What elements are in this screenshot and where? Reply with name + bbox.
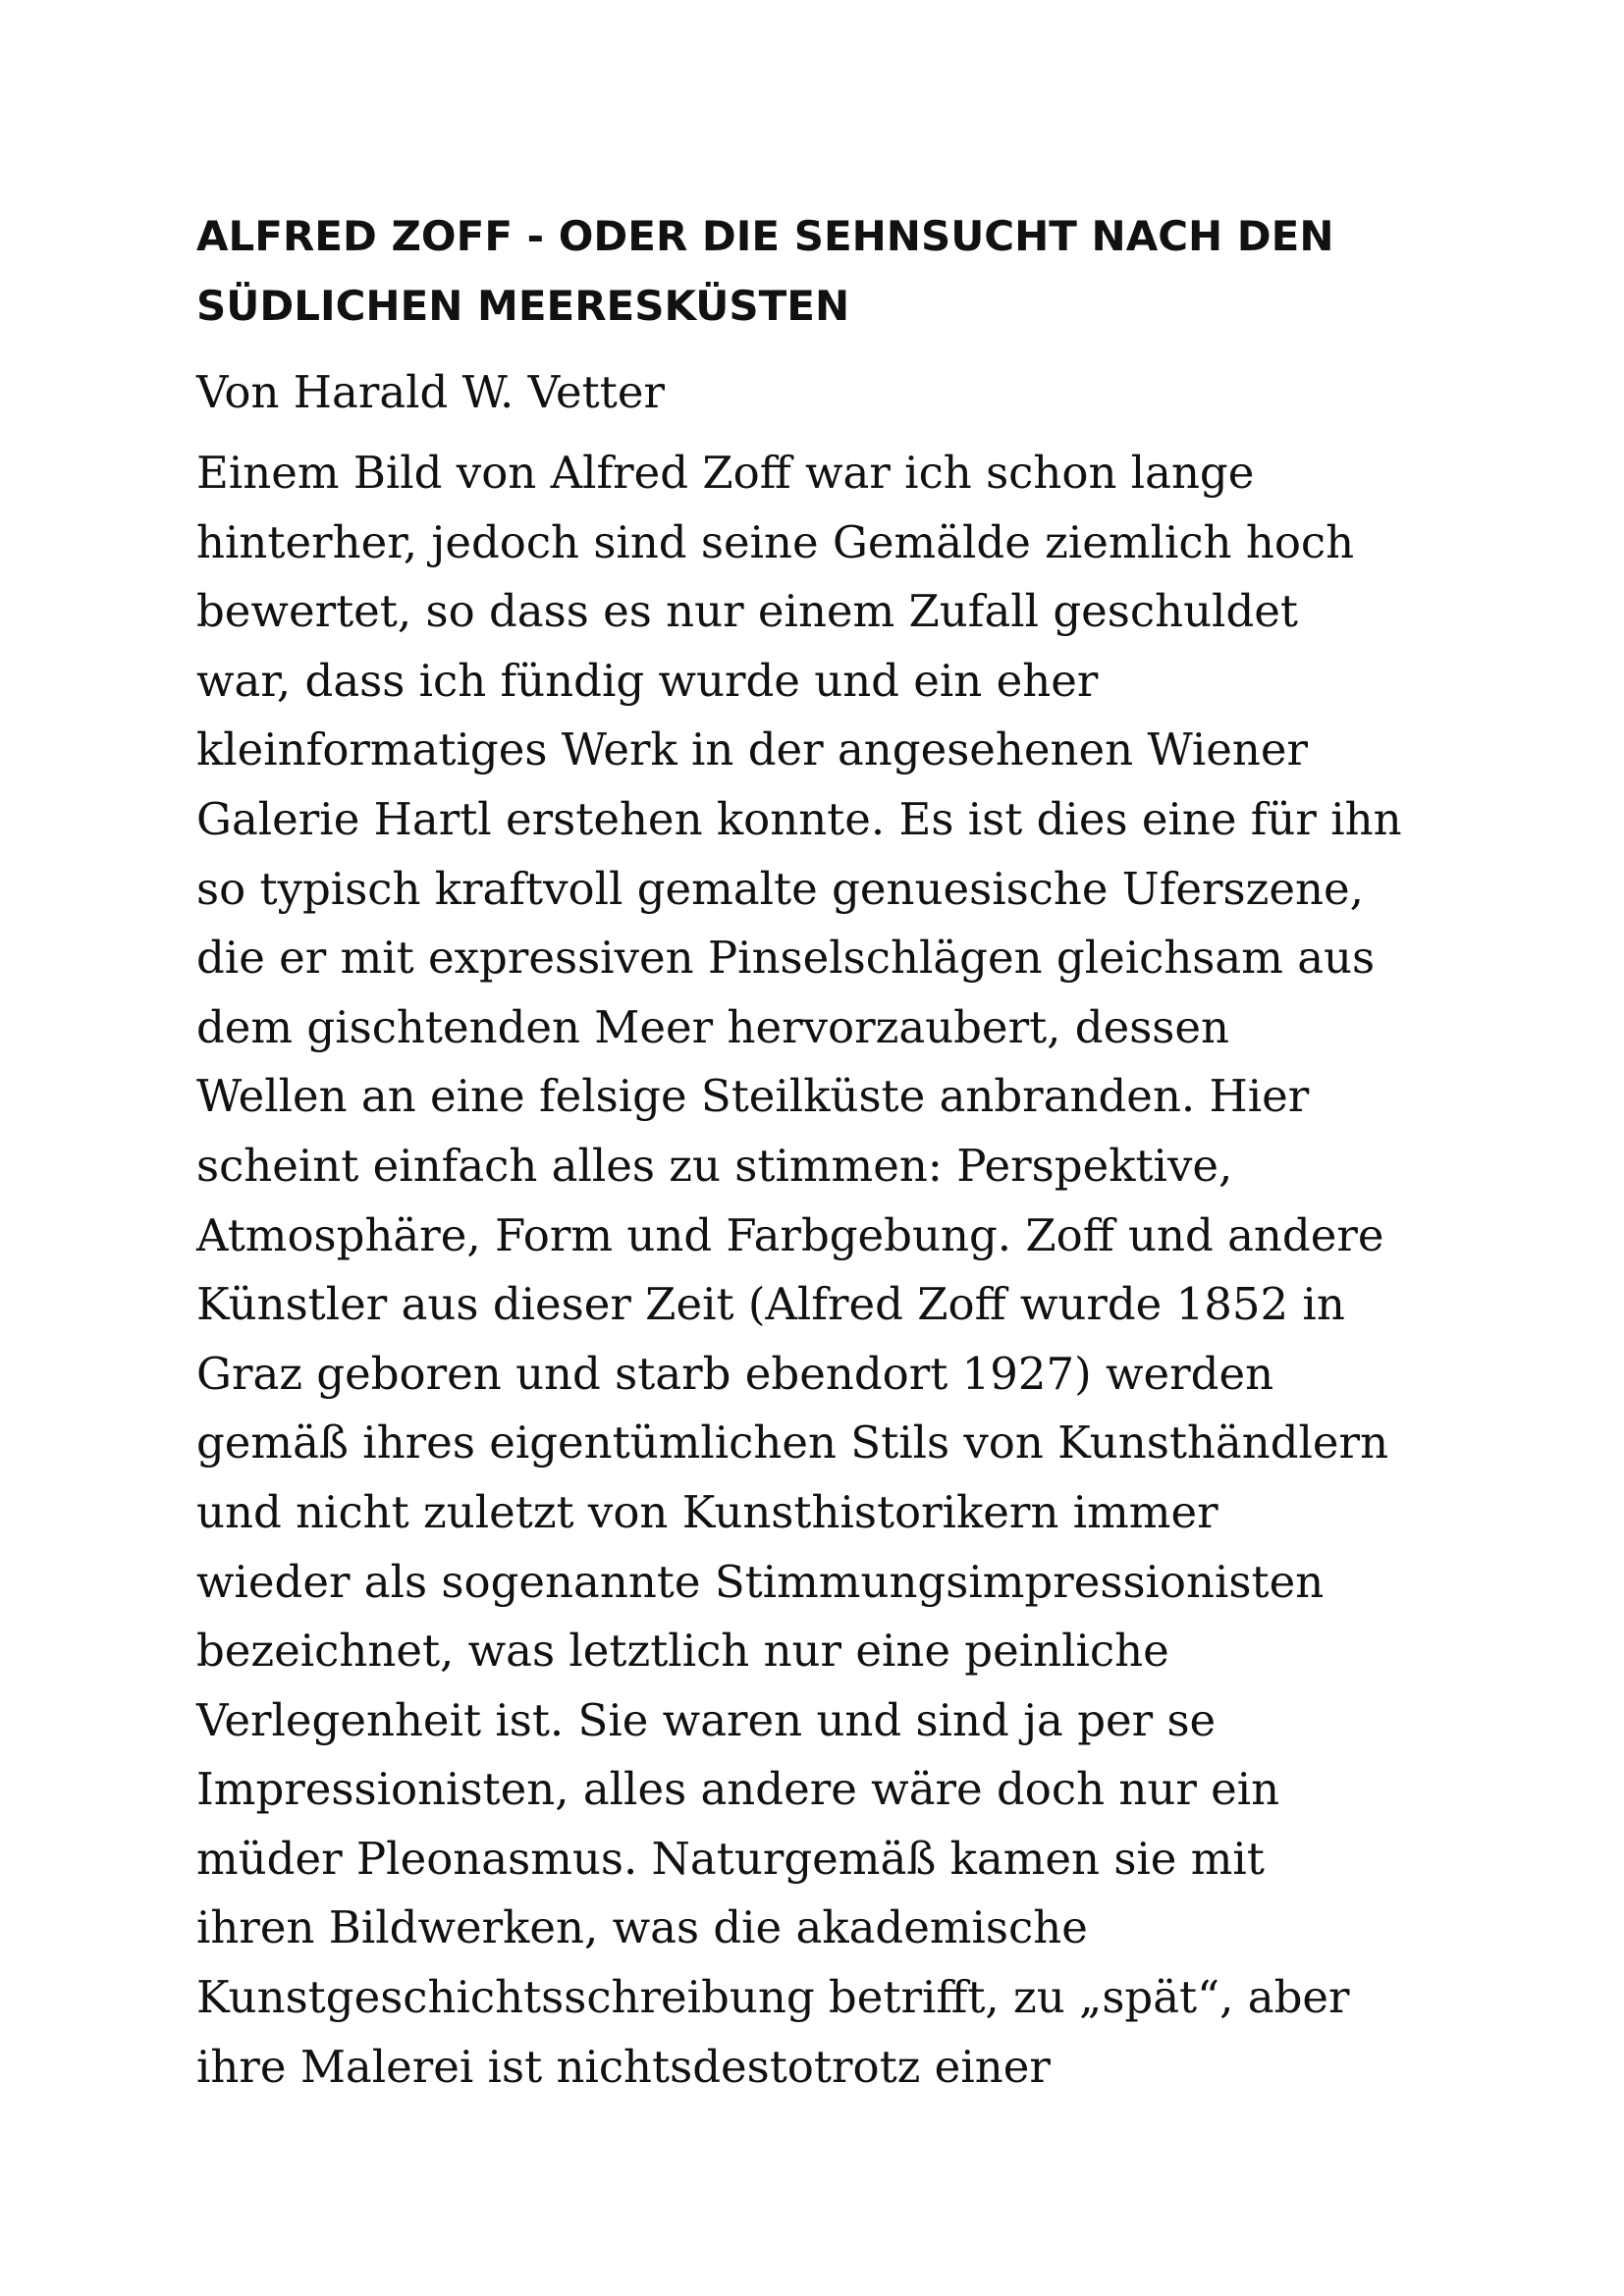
title-line: ALFRED ZOFF - ODER DIE SEHNSUCHT NACH DEN — [196, 212, 1334, 260]
body-text-line: dem gischtenden Meer hervorzaubert, dessen — [196, 1000, 1230, 1053]
body-text-line: so typisch kraftvoll gemalte genuesische Uferszene, — [196, 862, 1364, 915]
body-text-line: Impressionisten, alles andere wäre doch nur ein — [196, 1763, 1280, 1816]
body-text-line: und nicht zuletzt von Kunsthistorikern immer — [196, 1485, 1218, 1538]
body-text-line: die er mit expressiven Pinselschlägen gleichsam aus — [196, 932, 1376, 985]
title-line: SÜDLICHEN MEERESKÜSTEN — [196, 282, 850, 330]
body-text-line: Graz geboren und starb ebendort 1927) werden — [196, 1347, 1274, 1400]
body-text-line: wieder als sogenannte Stimmungsimpressionisten — [196, 1555, 1325, 1608]
article-title — [196, 201, 1492, 341]
body-text-line: bewertet, so dass es nur einem Zufall geschuldet — [196, 585, 1298, 638]
body-text-line: Galerie Hartl erstehen konnte. Es ist dies eine für ihn — [196, 792, 1402, 845]
body-text-line: kleinformatiges Werk in der angesehenen Wiener — [196, 723, 1309, 776]
body-text-line: Verlegenheit ist. Sie waren und sind ja per se — [196, 1693, 1217, 1746]
body-text-line: bezeichnet, was letztlich nur eine peinliche — [196, 1625, 1169, 1678]
body-text-line: war, dass ich fündig wurde und ein eher — [196, 654, 1099, 707]
body-text-line: Künstler aus dieser Zeit (Alfred Zoff wurde 1852 in — [196, 1278, 1345, 1331]
article-body — [196, 439, 1492, 2102]
body-text-line: scheint einfach alles zu stimmen: Perspektive, — [196, 1139, 1233, 1192]
body-text-line: Atmosphäre, Form und Farbgebung. Zoff und andere — [196, 1208, 1384, 1261]
body-text-line: gemäß ihres eigentümlichen Stils von Kunsthändlern — [196, 1416, 1389, 1469]
author-byline: Von Harald W. Vetter — [196, 366, 665, 418]
body-text-line: müder Pleonasmus. Naturgemäß kamen sie mit — [196, 1832, 1265, 1885]
body-text-line: hinterher, jedoch sind seine Gemälde ziemlich hoch — [196, 515, 1355, 568]
body-text-line: Wellen an eine felsige Steilküste anbranden. Hier — [196, 1070, 1310, 1123]
body-text-line: Einem Bild von Alfred Zoff war ich schon lange — [196, 447, 1255, 499]
body-text-line: Kunstgeschichtsschreibung betrifft, zu „spät“, aber — [196, 1971, 1350, 2024]
body-text-line: ihren Bildwerken, was die akademische — [196, 1901, 1088, 1954]
body-text-line: ihre Malerei ist nichtsdestotrotz einer — [196, 2040, 1051, 2093]
article-content — [196, 201, 1492, 2102]
